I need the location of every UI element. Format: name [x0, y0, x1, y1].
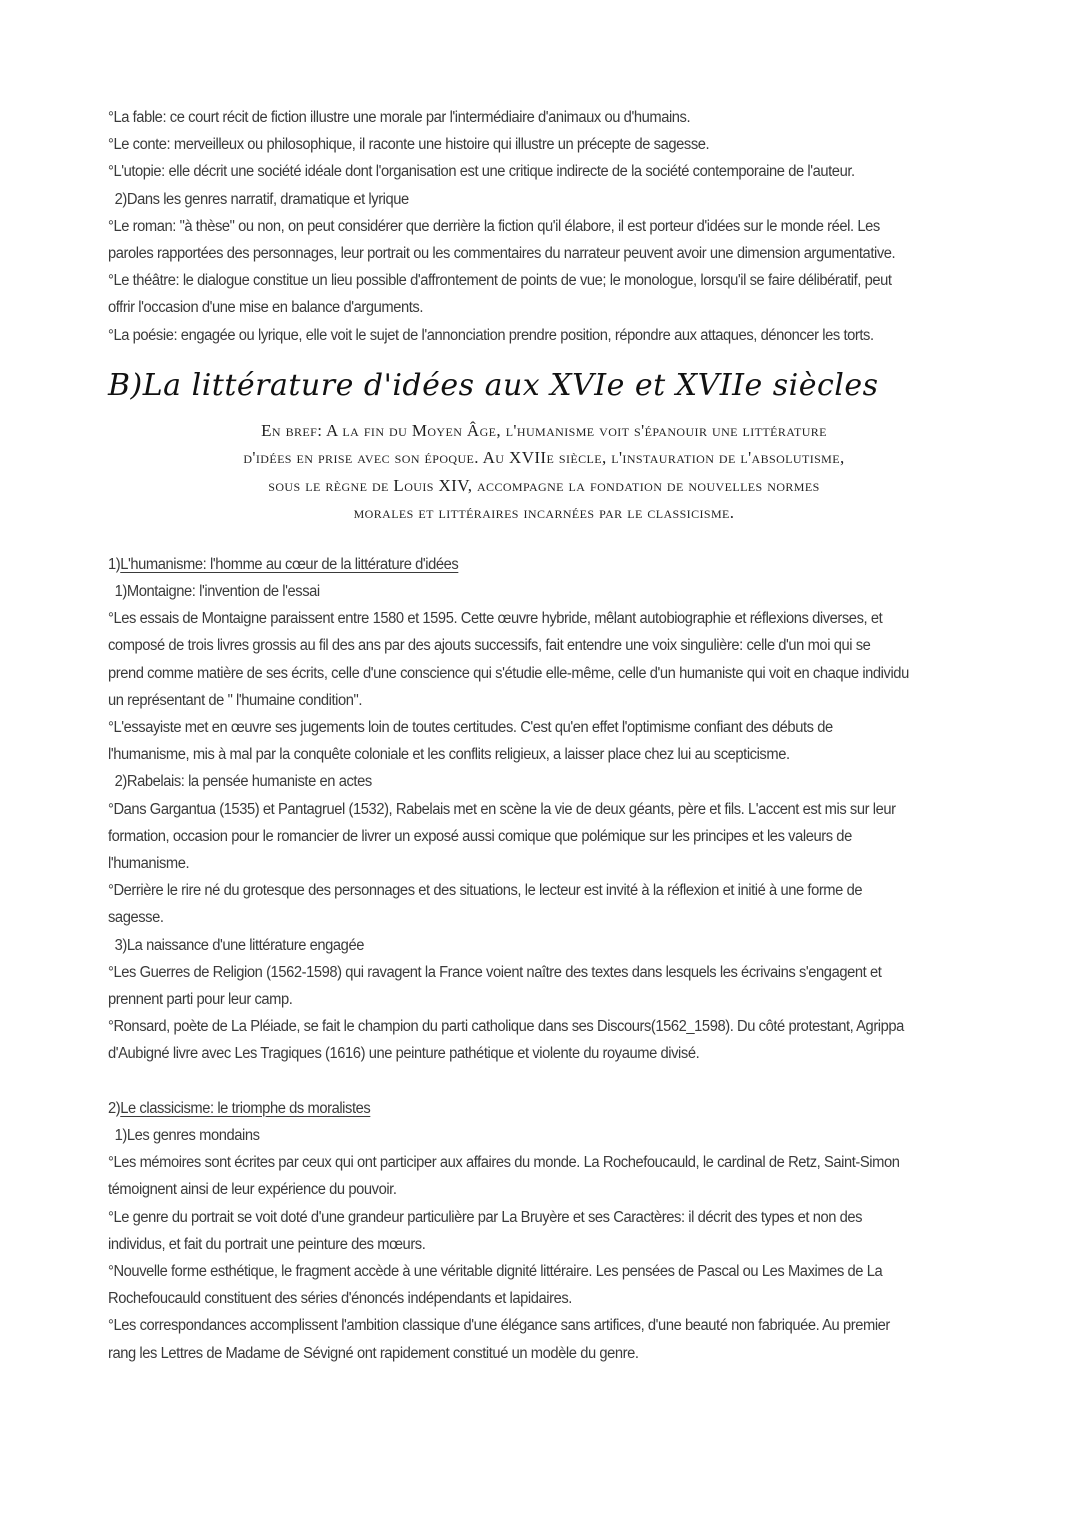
part-heading [108, 551, 936, 578]
text-line: °La poésie: engagée ou lyrique, elle voit le sujet de l'annonciation prendre position, répondre aux attaques, dénoncer les torts. [108, 326, 874, 344]
text-line: l'humanisme, mis à mal par la conquête coloniale et les conflits religieux, a laisser place chez lui au scepticisme. [108, 746, 790, 764]
text-line: prennent parti pour leur camp. [108, 991, 293, 1009]
section-b-title: B)La littérature d'idées aux XVIe et XVIIe siècles [108, 367, 879, 403]
section-b-brief [92, 417, 996, 527]
text-line: °Dans Gargantua (1535) et Pantagruel (1532), Rabelais met en scène la vie de deux géants, père et fils. L'accent est mis sur leur [108, 800, 896, 818]
text-line: composé de trois livres grossis au fil des ans par des ajouts successifs, fait entendre une voix singulière: celle d'un moi qui se [108, 637, 871, 655]
brief-line: morales et littéraires incarnées par le classicisme. [353, 503, 735, 523]
text-line: °Les mémoires sont écrites par ceux qui ont participer aux affaires du monde. La Rochefoucauld, le cardinal de Retz, Saint-Simon [108, 1154, 900, 1172]
part-heading-text: L'humanisme: l'homme au cœur de la littérature d'idées [120, 555, 459, 573]
document-content [108, 104, 980, 1367]
text-line: °Les Guerres de Religion (1562-1598) qui ravagent la France voient naître des textes dans lesquels les écrivains s'engagent et [108, 963, 882, 981]
text-line: sagesse. [108, 909, 164, 927]
text-line: °Les essais de Montaigne paraissent entre 1580 et 1595. Cette œuvre hybride, mêlant autobiographie et réflexions diverses, et [108, 610, 883, 628]
brief-line: d'idées en prise avec son époque. Au XVIIe siècle, l'instauration de l'absolutisme, [243, 448, 845, 468]
text-line: formation, occasion pour le romancier de livrer un exposé aussi comique que polémique sur les principes et les valeurs de [108, 827, 852, 845]
text-line: un représentant de " l'humaine condition". [108, 691, 362, 709]
text-line: paroles rapportées des personnages, leur portrait ou les commentaires du narrateur peuvent avoir une dimension argumentative. [108, 245, 896, 263]
part-heading-text: Le classicisme: le triomphe ds moralistes [120, 1099, 371, 1117]
subheading: 1)Montaigne: l'invention de l'essai [114, 583, 320, 601]
text-line: d'Aubigné livre avec Les Tragiques (1616) une peinture pathétique et violente du royaume divisé. [108, 1045, 700, 1063]
section-a-tail [108, 104, 980, 349]
text-line: °L'utopie: elle décrit une société idéale dont l'organisation est une critique indirecte de la société contemporaine de l'auteur. [108, 163, 855, 181]
text-line: °Nouvelle forme esthétique, le fragment accède à une véritable dignité littéraire. Les pensées de Pascal ou Les Maximes de La [108, 1262, 883, 1280]
text-line: l'humanisme. [108, 855, 190, 873]
text-line: °Derrière le rire né du grotesque des personnages et des situations, le lecteur est invité à la réflexion et initié à une forme de [108, 882, 863, 900]
text-line: Rochefoucauld constituent des séries d'énoncés indépendants et lapidaires. [108, 1290, 572, 1308]
part-heading [108, 1095, 936, 1122]
subheading: 2)Dans les genres narratif, dramatique et lyrique [114, 190, 409, 208]
brief-line: sous le règne de Louis XIV, accompagne la fondation de nouvelles normes [268, 475, 820, 495]
subheading: 1)Les genres mondains [114, 1126, 260, 1144]
part-1 [108, 551, 980, 1068]
text-line: témoignent ainsi de leur expérience du pouvoir. [108, 1181, 397, 1199]
text-line: °Le conte: merveilleux ou philosophique, il raconte une histoire qui illustre un précepte de sagesse. [108, 136, 710, 154]
part-number: 2) [108, 1099, 121, 1117]
text-line: °Le genre du portrait se voit doté d'une grandeur particulière par La Bruyère et ses Caractères: il décrit des types et non des [108, 1208, 863, 1226]
text-line: rang les Lettres de Madame de Sévigné ont rapidement constitué un modèle du genre. [108, 1344, 639, 1362]
text-line: °Ronsard, poète de La Pléiade, se fait le champion du parti catholique dans ses Discours(1562_1598). Du côté protestant, Agrippa [108, 1018, 904, 1036]
text-line: prend comme matière de ses écrits, celle d'une conscience qui s'étudie elle-même, celle d'un humaniste qui voit en chaque individu [108, 664, 909, 682]
text-line: individus, et fait du portrait une peinture des mœurs. [108, 1235, 426, 1253]
text-line: °Le roman: "à thèse" ou non, on peut considérer que derrière la fiction qu'il élabore, il est porteur d'idées sur le monde réel. Les [108, 217, 880, 235]
text-line: °Le théâtre: le dialogue constitue un lieu possible d'affrontement de points de vue; le monologue, lorsqu'il se faire délibératif, peut [108, 272, 892, 290]
text-line: °Les correspondances accomplissent l'ambition classique d'une élégance sans artifices, d'une beauté non fabriquée. Au premier [108, 1317, 890, 1335]
part-2 [108, 1095, 980, 1367]
subheading: 3)La naissance d'une littérature engagée [114, 936, 364, 954]
text-line: offrir l'occasion d'une mise en balance d'arguments. [108, 299, 423, 317]
part-number: 1) [108, 555, 121, 573]
text-line: °L'essayiste met en œuvre ses jugements loin de toutes certitudes. C'est qu'en effet l'optimisme confiant des débuts de [108, 719, 833, 737]
subheading: 2)Rabelais: la pensée humaniste en actes [114, 773, 372, 791]
text-line: °La fable: ce court récit de fiction illustre une morale par l'intermédiaire d'animaux ou d'humains. [108, 109, 691, 126]
brief-line: En bref: A la fin du Moyen Âge, l'humanisme voit s'épanouir une littérature [261, 420, 827, 440]
